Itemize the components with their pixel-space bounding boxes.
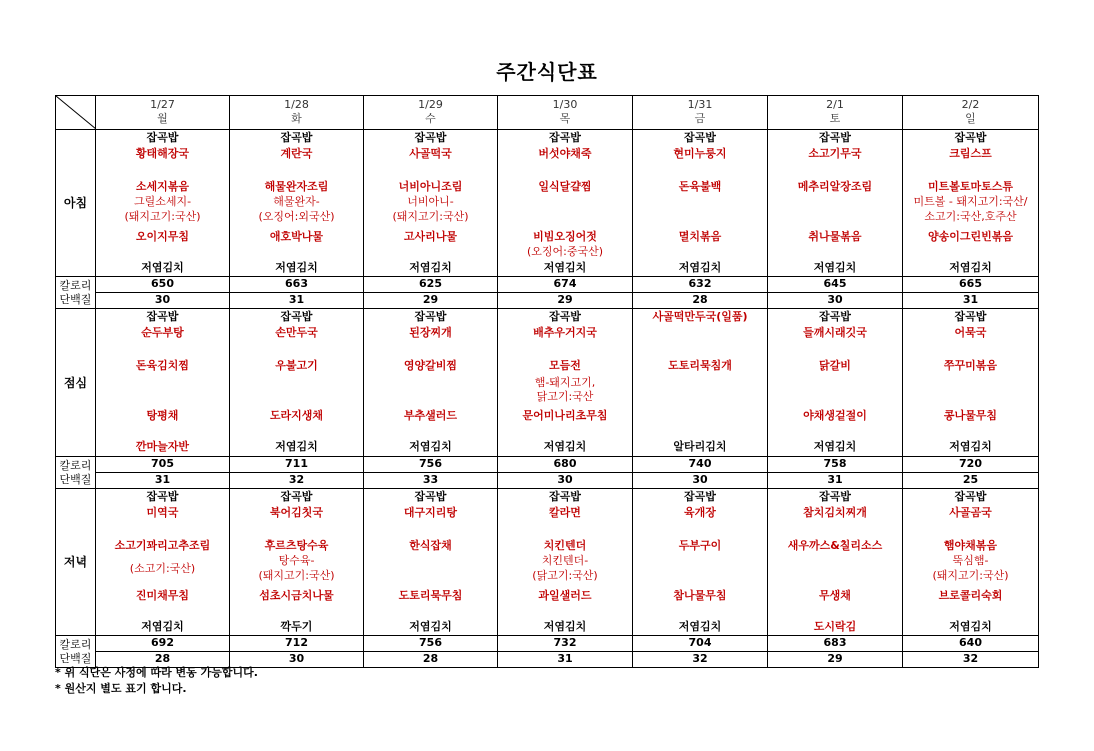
protein-value: 29 xyxy=(768,652,903,668)
menu-item: 저염김치 xyxy=(275,261,318,274)
menu-cell xyxy=(364,309,498,457)
menu-item: 미역국 xyxy=(146,506,179,519)
protein-value: 30 xyxy=(498,473,633,489)
calorie-value: 720 xyxy=(903,457,1039,473)
menu-item: 소세지볶음 xyxy=(135,180,190,193)
menu-item: (오징어:중국산) xyxy=(526,245,604,258)
menu-item: 깐마늘자반 xyxy=(135,440,190,453)
menu-item: 메추리알장조림 xyxy=(797,180,873,193)
menu-item: 계란국 xyxy=(280,147,313,160)
menu-item: 저염김치 xyxy=(678,261,722,274)
menu-item: 해물완자- xyxy=(273,195,320,208)
protein-value: 28 xyxy=(633,293,768,309)
menu-item: 저염김치 xyxy=(949,440,992,453)
menu-item: 잡곡밥 xyxy=(954,310,987,323)
menu-cell xyxy=(96,309,230,457)
calorie-value: 683 xyxy=(768,636,903,652)
menu-item: 버섯야채죽 xyxy=(538,147,592,160)
day-of-week: 월 xyxy=(157,112,168,125)
calorie-label: 칼로리 xyxy=(59,278,92,292)
menu-cell xyxy=(364,130,498,277)
header-row xyxy=(56,96,1039,130)
protein-value: 28 xyxy=(96,652,230,668)
nutrition-label xyxy=(56,277,96,309)
menu-item: (소고기:국산) xyxy=(129,562,196,575)
menu-item: 잡곡밥 xyxy=(819,490,851,503)
menu-item: 콩나물무침 xyxy=(943,409,998,422)
menu-cell xyxy=(903,489,1039,636)
protein-value: 31 xyxy=(768,473,903,489)
menu-item: 그릴소세지- xyxy=(133,195,192,208)
protein-value: 29 xyxy=(498,293,633,309)
calorie-value: 650 xyxy=(96,277,230,293)
menu-item: 배추우거지국 xyxy=(533,326,597,339)
menu-item: 탕평채 xyxy=(146,409,179,422)
menu-item: 들깨시래깃국 xyxy=(803,326,867,339)
menu-item: 브로콜리숙회 xyxy=(938,589,1003,602)
menu-item: 모듬전 xyxy=(549,359,581,372)
day-header xyxy=(364,96,498,130)
menu-item: 문어미나리초무침 xyxy=(522,409,608,422)
menu-item: 저염김치 xyxy=(543,620,587,633)
menu-cell xyxy=(498,130,633,277)
menu-cell xyxy=(903,309,1039,457)
menu-item: 치킨텐더- xyxy=(541,554,589,567)
menu-item: 사골곰국 xyxy=(949,506,992,519)
menu-item: 도토리묵침개 xyxy=(668,359,732,372)
calorie-value: 645 xyxy=(768,277,903,293)
menu-item: 우불고기 xyxy=(275,359,318,372)
menu-item: 저염김치 xyxy=(409,261,452,274)
menu-item: 사골떡국 xyxy=(409,147,452,160)
protein-value: 31 xyxy=(903,293,1039,309)
calorie-value: 663 xyxy=(230,277,364,293)
menu-item: 치킨텐더 xyxy=(543,539,587,552)
menu-item: 잡곡밥 xyxy=(146,131,179,144)
menu-item: 크림스프 xyxy=(949,147,992,160)
menu-item: 잡곡밥 xyxy=(146,490,179,503)
menu-item: 육개장 xyxy=(684,506,716,519)
protein-row xyxy=(56,293,1039,309)
day-of-week: 목 xyxy=(559,112,571,125)
menu-cell xyxy=(96,489,230,636)
menu-item: 순두부탕 xyxy=(141,326,184,339)
menu-item: 저염김치 xyxy=(141,620,184,633)
menu-item: 잡곡밥 xyxy=(549,490,581,503)
menu-item: 애호박나물 xyxy=(269,230,324,243)
menu-item: (돼지고기:국산) xyxy=(392,210,469,223)
menu-item: 된장찌개 xyxy=(409,326,452,339)
calorie-value: 632 xyxy=(633,277,768,293)
menu-item: 어묵국 xyxy=(954,326,987,339)
corner-cell xyxy=(56,96,96,130)
menu-item: 잡곡밥 xyxy=(414,310,447,323)
menu-cell xyxy=(633,130,768,277)
day-date: 2/2 xyxy=(961,98,980,111)
day-date: 1/27 xyxy=(150,98,175,111)
protein-value: 31 xyxy=(230,293,364,309)
menu-item: 잡곡밥 xyxy=(549,131,581,144)
menu-item: 일식달걀찜 xyxy=(538,180,592,193)
menu-cell xyxy=(364,489,498,636)
menu-item: 비빔오징어젓 xyxy=(533,230,597,243)
day-date: 1/31 xyxy=(687,98,713,111)
protein-label: 단백질 xyxy=(59,472,92,486)
day-header xyxy=(633,96,768,130)
menu-item: 영양갈비찜 xyxy=(403,359,458,372)
day-header xyxy=(230,96,364,130)
calorie-label: 칼로리 xyxy=(59,458,92,472)
menu-item: 현미누룽지 xyxy=(673,147,727,160)
calorie-value: 711 xyxy=(230,457,364,473)
menu-item: (돼지고기:국산) xyxy=(258,569,335,582)
calorie-row xyxy=(56,636,1039,652)
menu-item: 탕수육- xyxy=(278,554,315,567)
nutrition-label xyxy=(56,457,96,489)
protein-value: 30 xyxy=(633,473,768,489)
menu-item: 잡곡밥 xyxy=(280,490,313,503)
protein-value: 25 xyxy=(903,473,1039,489)
menu-item: 잡곡밥 xyxy=(280,131,313,144)
menu-item: 새우까스&칠리소스 xyxy=(787,539,883,552)
menu-cell xyxy=(498,309,633,457)
calorie-value: 758 xyxy=(768,457,903,473)
menu-item: 잡곡밥 xyxy=(819,131,851,144)
menu-cell xyxy=(96,130,230,277)
menu-item: 저염김치 xyxy=(409,620,452,633)
protein-row xyxy=(56,473,1039,489)
menu-item: 진미채무침 xyxy=(135,589,190,602)
calorie-value: 756 xyxy=(364,457,498,473)
menu-item: 도시락김 xyxy=(813,620,857,633)
menu-item: 저염김치 xyxy=(813,440,857,453)
menu-item: 닭고기:국산 xyxy=(536,390,594,403)
menu-item: 도라지생채 xyxy=(269,409,324,422)
protein-value: 30 xyxy=(230,652,364,668)
menu-item: 저염김치 xyxy=(543,440,587,453)
day-date: 1/30 xyxy=(552,98,578,111)
menu-item: 닭갈비 xyxy=(819,359,851,372)
protein-value: 30 xyxy=(96,293,230,309)
menu-item: 양송이그린빈볶음 xyxy=(927,230,1013,243)
protein-value: 31 xyxy=(96,473,230,489)
menu-item: 잡곡밥 xyxy=(684,490,716,503)
menu-item: 멸치볶음 xyxy=(678,230,722,243)
menu-item: (돼지고기:국산) xyxy=(124,210,201,223)
menu-item: 잡곡밥 xyxy=(146,310,179,323)
menu-item: 사골떡만두국(일품) xyxy=(652,310,748,323)
meal-row xyxy=(56,309,1039,457)
menu-item: 잡곡밥 xyxy=(819,310,851,323)
calorie-value: 732 xyxy=(498,636,633,652)
calorie-value: 665 xyxy=(903,277,1039,293)
menu-item: 잡곡밥 xyxy=(954,490,987,503)
menu-item: 황태해장국 xyxy=(135,147,190,160)
menu-item: 참나물무침 xyxy=(673,589,727,602)
menu-item: 너비아니- xyxy=(407,195,454,208)
day-of-week: 토 xyxy=(829,112,841,125)
menu-item: 미트볼토마토스튜 xyxy=(927,180,1013,193)
menu-item: 고사리나물 xyxy=(403,230,458,243)
weekly-menu-table xyxy=(55,95,1039,668)
menu-item: 저염김치 xyxy=(543,261,587,274)
menu-item: 저염김치 xyxy=(409,440,452,453)
menu-item: 과일샐러드 xyxy=(538,589,592,602)
menu-item: 알타리김치 xyxy=(673,440,727,453)
menu-item: 섬초시금치나물 xyxy=(259,589,334,602)
menu-cell xyxy=(903,130,1039,277)
menu-item: 후르츠탕수육 xyxy=(264,539,329,552)
calorie-label: 칼로리 xyxy=(59,637,92,651)
menu-item: (닭고기:국산) xyxy=(532,569,598,582)
menu-item: 두부구이 xyxy=(678,539,722,552)
meal-label: 아침 xyxy=(56,130,96,277)
menu-cell xyxy=(498,489,633,636)
day-header xyxy=(768,96,903,130)
menu-cell xyxy=(230,130,364,277)
menu-item: 도토리묵무침 xyxy=(398,589,463,602)
protein-value: 32 xyxy=(230,473,364,489)
meal-row xyxy=(56,130,1039,277)
calorie-value: 704 xyxy=(633,636,768,652)
menu-item: 야채생겉절이 xyxy=(803,409,867,422)
day-header xyxy=(903,96,1039,130)
menu-item: 잡곡밥 xyxy=(954,131,987,144)
menu-item: (돼지고기:국산) xyxy=(932,569,1009,582)
day-date: 1/29 xyxy=(418,98,443,111)
menu-item: 저염김치 xyxy=(949,261,992,274)
menu-item: 참치김치찌개 xyxy=(803,506,867,519)
footnote-2: * 원산지 별도 표기 합니다. xyxy=(55,682,187,695)
menu-item: 오이지무침 xyxy=(135,230,190,243)
calorie-value: 674 xyxy=(498,277,633,293)
protein-label: 단백질 xyxy=(59,651,92,665)
menu-item: 한식잡채 xyxy=(409,539,452,552)
menu-item: 미트볼 - 돼지고기:국산/ xyxy=(913,195,1028,208)
menu-item: 돈육김치찜 xyxy=(135,359,190,372)
page-title: 주간식단표 xyxy=(496,60,598,84)
calorie-value: 640 xyxy=(903,636,1039,652)
menu-cell xyxy=(633,309,768,457)
menu-item: 돈육불백 xyxy=(678,180,722,193)
nutrition-label xyxy=(56,636,96,668)
day-of-week: 화 xyxy=(291,112,302,125)
menu-cell xyxy=(768,130,903,277)
protein-value: 29 xyxy=(364,293,498,309)
protein-value: 28 xyxy=(364,652,498,668)
menu-item: 소고기:국산,호주산 xyxy=(924,210,1017,223)
protein-value: 31 xyxy=(498,652,633,668)
calorie-value: 680 xyxy=(498,457,633,473)
menu-item: 잡곡밥 xyxy=(280,310,313,323)
menu-cell xyxy=(230,489,364,636)
day-date: 2/1 xyxy=(826,98,844,111)
menu-item: 잡곡밥 xyxy=(414,490,447,503)
meal-label: 점심 xyxy=(56,309,96,457)
calorie-value: 705 xyxy=(96,457,230,473)
menu-item: 햄-돼지고기, xyxy=(534,376,596,389)
menu-item: 저염김치 xyxy=(678,620,722,633)
protein-value: 30 xyxy=(768,293,903,309)
menu-item: 저염김치 xyxy=(275,440,318,453)
calorie-value: 712 xyxy=(230,636,364,652)
menu-item: 깍두기 xyxy=(280,620,313,633)
calorie-value: 740 xyxy=(633,457,768,473)
menu-item: 해물완자조림 xyxy=(264,180,329,193)
day-header xyxy=(498,96,633,130)
day-header xyxy=(96,96,230,130)
menu-item: 북어김칫국 xyxy=(269,506,324,519)
menu-item: 취나물볶음 xyxy=(808,230,862,243)
day-of-week: 금 xyxy=(694,112,706,125)
day-of-week: 수 xyxy=(425,112,436,125)
menu-cell xyxy=(633,489,768,636)
calorie-row xyxy=(56,457,1039,473)
menu-item: 손만두국 xyxy=(275,326,318,339)
menu-item: 저염김치 xyxy=(949,620,992,633)
footnotes xyxy=(55,665,258,697)
protein-value: 32 xyxy=(633,652,768,668)
menu-item: 저염김치 xyxy=(141,261,184,274)
menu-item: 잡곡밥 xyxy=(414,131,447,144)
menu-item: 뚝심햄- xyxy=(952,554,989,567)
footnote-1: * 위 식단은 사정에 따라 변동 가능합니다. xyxy=(55,666,258,679)
protein-value: 33 xyxy=(364,473,498,489)
menu-cell xyxy=(230,309,364,457)
calorie-value: 692 xyxy=(96,636,230,652)
menu-item: 부추샐러드 xyxy=(403,409,458,422)
day-date: 1/28 xyxy=(284,98,309,111)
meal-row xyxy=(56,489,1039,636)
protein-label: 단백질 xyxy=(59,292,92,306)
calorie-row xyxy=(56,277,1039,293)
menu-item: 쭈꾸미볶음 xyxy=(943,359,998,372)
menu-item: 소고기무국 xyxy=(808,147,862,160)
protein-value: 32 xyxy=(903,652,1039,668)
meal-label: 저녁 xyxy=(56,489,96,636)
menu-item: 잡곡밥 xyxy=(684,131,716,144)
calorie-value: 756 xyxy=(364,636,498,652)
menu-cell xyxy=(768,309,903,457)
menu-item: 잡곡밥 xyxy=(549,310,581,323)
menu-item: 소고기꽈리고추조림 xyxy=(114,539,211,552)
menu-item: 칼라면 xyxy=(549,506,581,519)
menu-item: 너비아니조림 xyxy=(398,180,463,193)
menu-item: (오징어:외국산) xyxy=(258,210,335,223)
menu-item: 무생채 xyxy=(819,589,851,602)
menu-item: 저염김치 xyxy=(813,261,857,274)
day-of-week: 일 xyxy=(965,112,976,125)
menu-cell xyxy=(768,489,903,636)
calorie-value: 625 xyxy=(364,277,498,293)
menu-item: 대구지리탕 xyxy=(403,506,458,519)
menu-item: 햄야채볶음 xyxy=(943,539,998,552)
